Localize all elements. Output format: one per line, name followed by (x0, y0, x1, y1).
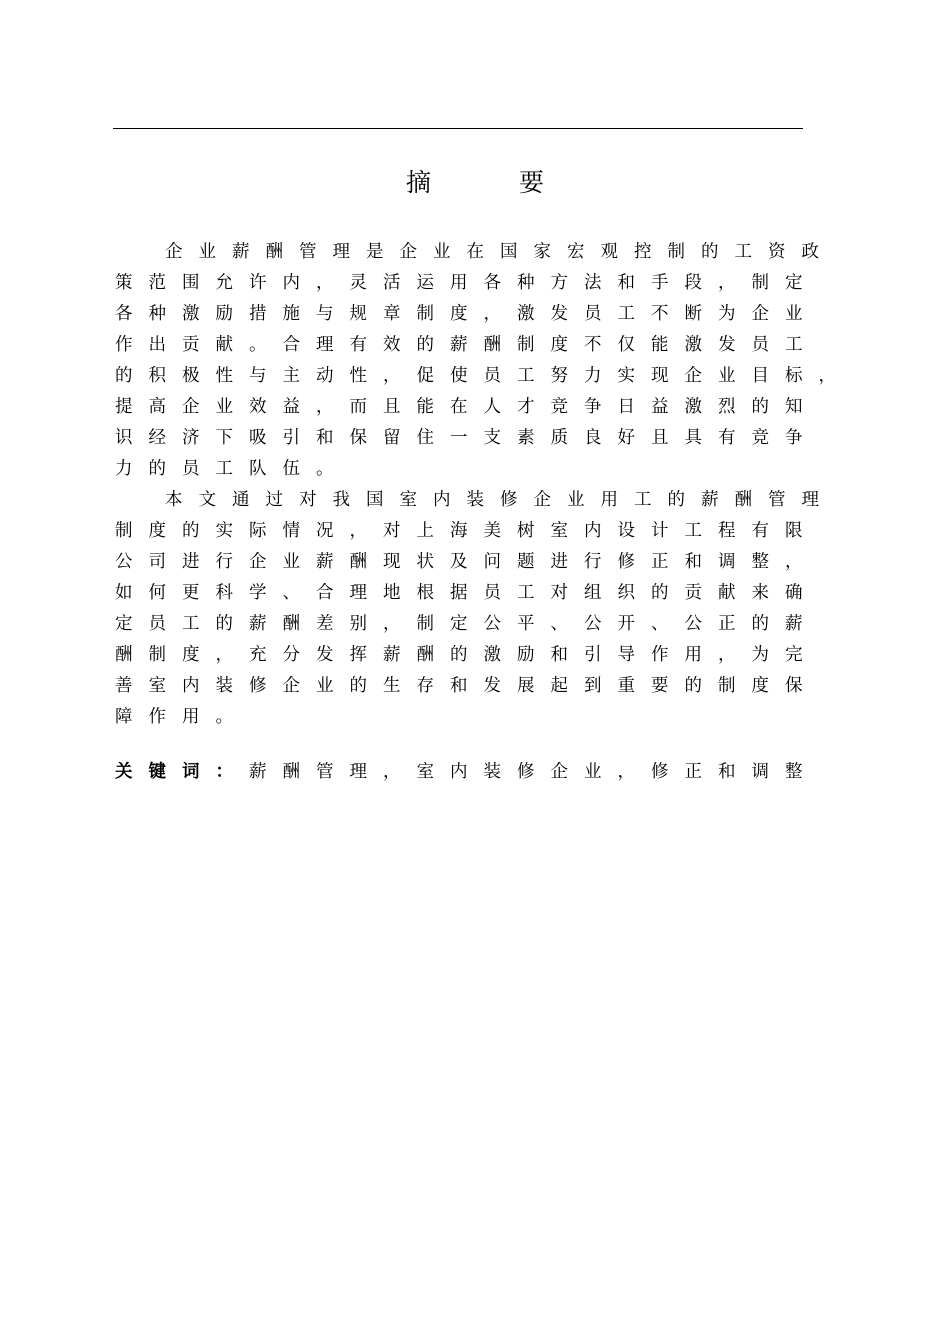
keywords-label: 关键词： (115, 762, 249, 782)
abstract-line-9: 本文通过对我国室内装修企业用工的薪酬管理 (165, 490, 835, 510)
abstract-line-15: 善室内装修企业的生存和发展起到重要的制度保 (115, 676, 819, 696)
abstract-line-4: 作出贡献。合理有效的薪酬制度不仅能激发员工 (115, 335, 819, 355)
abstract-line-12: 如何更科学、合理地根据员工对组织的贡献来确 (115, 583, 819, 603)
header-rule (113, 128, 803, 129)
keywords-line (115, 760, 819, 784)
abstract-line-2: 策范围允许内，灵活运用各种方法和手段，制定 (115, 273, 819, 293)
abstract-line-6: 提高企业效益，而且能在人才竞争日益激烈的知 (115, 397, 819, 417)
abstract-line-13: 定员工的薪酬差别，制定公平、公开、公正的薪 (115, 614, 819, 634)
abstract-line-7: 识经济下吸引和保留住一支素质良好且具有竞争 (115, 428, 819, 448)
abstract-title: 摘 要 (406, 168, 584, 197)
abstract-line-3: 各种激励措施与规章制度，激发员工不断为企业 (115, 304, 819, 324)
abstract-line-5: 的积极性与主动性，促使员工努力实现企业目标， (115, 366, 852, 386)
abstract-line-16: 障作用。 (115, 707, 249, 727)
abstract-line-10: 制度的实际情况，对上海美树室内设计工程有限 (115, 521, 819, 541)
abstract-line-1: 企业薪酬管理是企业在国家宏观控制的工资政 (165, 242, 835, 262)
abstract-line-14: 酬制度，充分发挥薪酬的激励和引导作用，为完 (115, 645, 819, 665)
keywords-value: 薪酬管理，室内装修企业，修正和调整 (249, 762, 819, 782)
abstract-line-8: 力的员工队伍。 (115, 459, 350, 479)
abstract-line-11: 公司进行企业薪酬现状及问题进行修正和调整， (115, 552, 819, 572)
